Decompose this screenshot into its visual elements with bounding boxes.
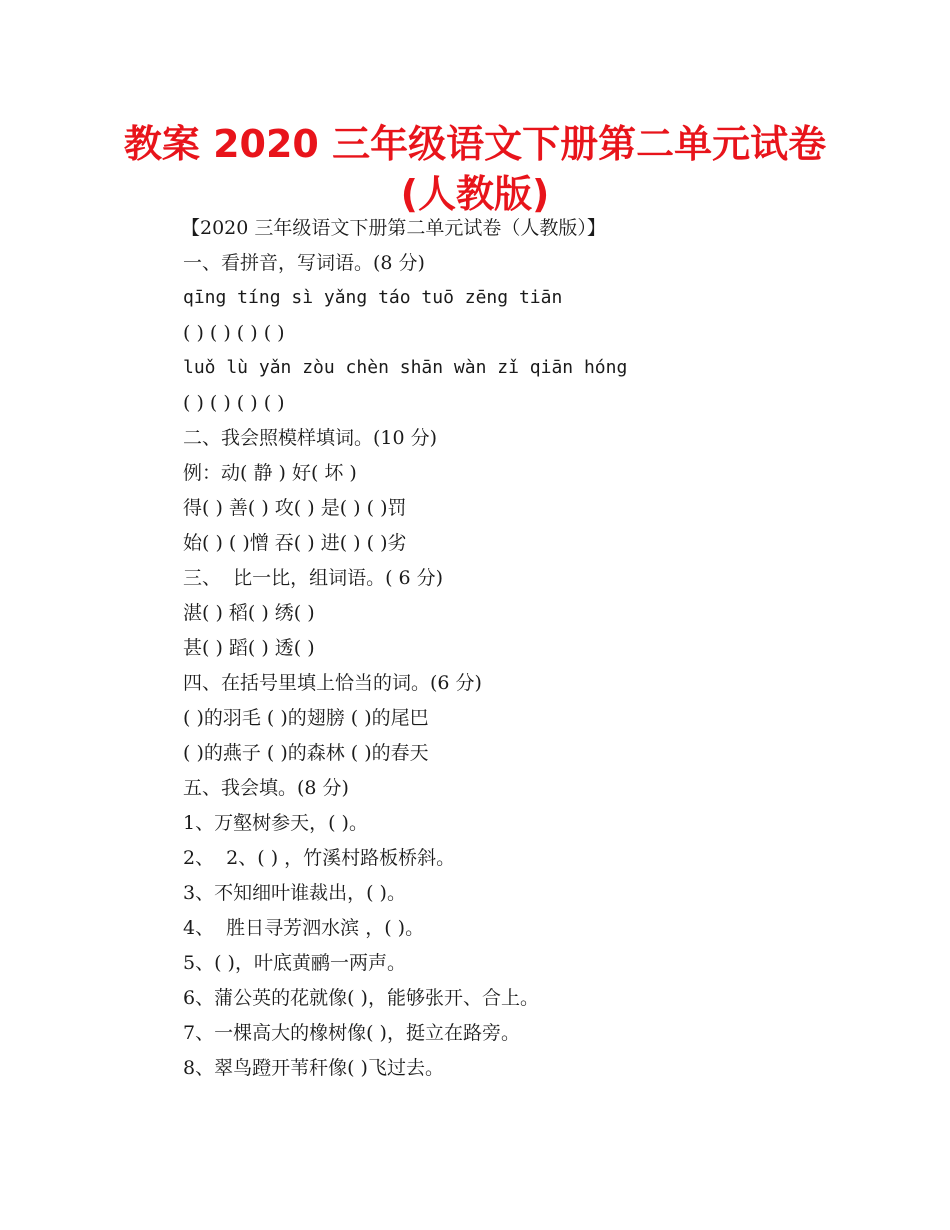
- blank-line: ( ) ( ) ( ) ( ): [183, 392, 285, 414]
- section-2-heading: 二、我会照模样填词。(10 分): [183, 427, 438, 449]
- question-line: 始( ) ( )憎 吞( ) 进( ) ( )劣: [183, 532, 407, 554]
- question-line: ( )的燕子 ( )的森林 ( )的春天: [183, 742, 429, 764]
- document-title-line-1: 教案 2020 三年级语文下册第二单元试卷: [123, 122, 827, 166]
- blank-line: ( ) ( ) ( ) ( ): [183, 322, 285, 344]
- document-title-line-2: (人教版): [400, 172, 550, 216]
- section-3-heading: 三、 比一比，组词语。( 6 分): [183, 567, 444, 589]
- section-5-heading: 五、我会填。(8 分): [183, 777, 349, 799]
- pinyin-line: luǒ lù yǎn zòu chèn shān wàn zǐ qiān hóng: [183, 357, 628, 378]
- question-line: 4、 胜日寻芳泗水滨 ，( )。: [183, 917, 425, 939]
- section-1-heading: 一、看拼音，写词语。(8 分): [183, 252, 425, 274]
- question-line: 湛( ) 稻( ) 绣( ): [183, 602, 315, 624]
- question-line: 7、一棵高大的橡树像( )，挺立在路旁。: [183, 1022, 520, 1044]
- question-line: 甚( ) 蹈( ) 透( ): [183, 637, 315, 659]
- exam-content: [183, 214, 883, 1089]
- question-line: 得( ) 善( ) 攻( ) 是( ) ( )罚: [183, 497, 407, 519]
- pinyin-line: qīng tíng sì yǎng táo tuō zēng tiān: [183, 287, 563, 308]
- exam-subtitle: 【2020 三年级语文下册第二单元试卷（人教版）】: [181, 217, 606, 239]
- question-line: 3、不知细叶谁裁出，( )。: [183, 882, 406, 904]
- question-line: ( )的羽毛 ( )的翅膀 ( )的尾巴: [183, 707, 429, 729]
- section-4-heading: 四、在括号里填上恰当的词。(6 分): [183, 672, 482, 694]
- example-line: 例：动( 静 ) 好( 坏 ): [183, 462, 357, 484]
- question-line: 2、 2、( ) ，竹溪村路板桥斜。: [183, 847, 456, 869]
- question-line: 1、万壑树参天，( )。: [183, 812, 368, 834]
- question-line: 8、翠鸟蹬开苇秆像( )飞过去。: [183, 1057, 444, 1079]
- question-line: 6、蒲公英的花就像( )，能够张开、合上。: [183, 987, 539, 1009]
- question-line: 5、( )，叶底黄鹂一两声。: [183, 952, 406, 974]
